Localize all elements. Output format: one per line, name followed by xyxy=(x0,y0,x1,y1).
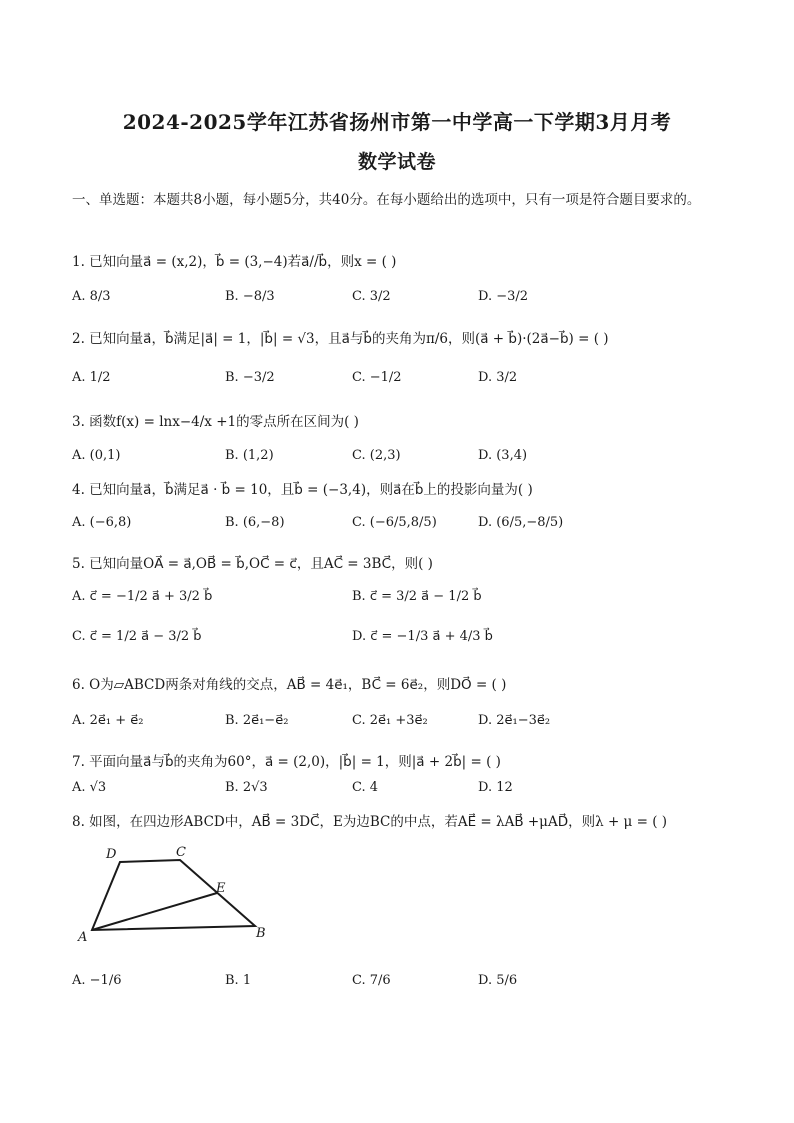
quadrilateral-figure xyxy=(70,838,270,948)
option-b[interactable]: B. −3/2 xyxy=(225,370,275,385)
question-2: 2. 已知向量a⃗，b⃗满足|a⃗| = 1，|b⃗| = √3，且a⃗与b⃗的夹角为π/6，则(a⃗ + b⃗)·(2a⃗−b⃗) = ( ) xyxy=(72,331,609,347)
option-a[interactable]: A. 1/2 xyxy=(72,370,111,385)
option-c[interactable]: C. c⃗ = 1/2 a⃗ − 3/2 b⃗ xyxy=(72,629,202,644)
option-c[interactable]: C. −1/2 xyxy=(352,370,402,385)
question-3: 3. 函数f(x) = lnx−4/x +1的零点所在区间为( ) xyxy=(72,414,359,430)
section-instructions: 一、单选题：本题共8小题，每小题5分，共40分。在每小题给出的选项中，只有一项是符合题目要求的。 xyxy=(72,192,701,208)
quadrilateral-abcd xyxy=(92,860,255,930)
option-c[interactable]: C. 2e⃗₁ +3e⃗₂ xyxy=(352,713,428,728)
question-6: 6. O为▱ABCD两条对角线的交点，AB⃗ = 4e⃗₁，BC⃗ = 6e⃗₂，则DO⃗ = ( ) xyxy=(72,677,507,693)
option-b[interactable]: B. c⃗ = 3/2 a⃗ − 1/2 b⃗ xyxy=(352,589,482,604)
option-b[interactable]: B. (1,2) xyxy=(225,448,274,463)
question-5: 5. 已知向量OA⃗ = a⃗,OB⃗ = b⃗,OC⃗ = c⃗，且AC⃗ = 3BC⃗，则( ) xyxy=(72,556,433,572)
option-c[interactable]: C. (2,3) xyxy=(352,448,401,463)
exam-title: 2024-2025学年江苏省扬州市第一中学高一下学期3月月考 xyxy=(122,110,672,134)
option-d[interactable]: D. (6/5,−8/5) xyxy=(478,515,564,530)
option-c[interactable]: C. (−6/5,8/5) xyxy=(352,515,437,530)
option-c[interactable]: C. 4 xyxy=(352,780,379,795)
option-d[interactable]: D. (3,4) xyxy=(478,448,528,463)
option-d[interactable]: D. 5/6 xyxy=(478,973,518,988)
question-8: 8. 如图，在四边形ABCD中，AB⃗ = 3DC⃗，E为边BC的中点，若AE⃗ = λAB⃗ +μAD⃗，则λ + μ = ( ) xyxy=(72,814,668,830)
option-a[interactable]: A. (−6,8) xyxy=(72,515,132,530)
option-b[interactable]: B. 2√3 xyxy=(225,780,268,795)
option-a[interactable]: A. (0,1) xyxy=(72,448,121,463)
option-d[interactable]: D. 2e⃗₁−3e⃗₂ xyxy=(478,713,551,728)
question-7: 7. 平面向量a⃗与b⃗的夹角为60°，a⃗ = (2,0)，|b⃗| = 1，则|a⃗ + 2b⃗| = ( ) xyxy=(72,754,501,770)
option-a[interactable]: A. √3 xyxy=(72,780,107,795)
option-a[interactable]: A. 8/3 xyxy=(72,289,111,304)
option-b[interactable]: B. −8/3 xyxy=(225,289,275,304)
label-a: A xyxy=(78,930,88,945)
label-d: D xyxy=(106,847,117,862)
option-d[interactable]: D. 3/2 xyxy=(478,370,518,385)
option-c[interactable]: C. 3/2 xyxy=(352,289,391,304)
option-d[interactable]: D. 12 xyxy=(478,780,513,795)
option-d[interactable]: D. c⃗ = −1/3 a⃗ + 4/3 b⃗ xyxy=(352,629,493,644)
exam-subject: 数学试卷 xyxy=(357,151,436,173)
option-a[interactable]: A. c⃗ = −1/2 a⃗ + 3/2 b⃗ xyxy=(72,589,213,604)
option-b[interactable]: B. 1 xyxy=(225,973,252,988)
label-e: E xyxy=(216,881,226,896)
label-b: B xyxy=(256,926,266,941)
option-b[interactable]: B. (6,−8) xyxy=(225,515,285,530)
question-4: 4. 已知向量a⃗，b⃗满足a⃗ · b⃗ = 10，且b⃗ = (−3,4)，则a⃗在b⃗上的投影向量为( ) xyxy=(72,482,533,498)
segment-ae xyxy=(92,893,217,930)
label-c: C xyxy=(176,845,186,860)
question-1: 1. 已知向量a⃗ = (x,2)，b⃗ = (3,−4)若a⃗//b⃗，则x = ( ) xyxy=(72,254,397,270)
option-a[interactable]: A. −1/6 xyxy=(72,973,122,988)
option-d[interactable]: D. −3/2 xyxy=(478,289,529,304)
option-b[interactable]: B. 2e⃗₁−e⃗₂ xyxy=(225,713,289,728)
option-c[interactable]: C. 7/6 xyxy=(352,973,391,988)
option-a[interactable]: A. 2e⃗₁ + e⃗₂ xyxy=(72,713,144,728)
